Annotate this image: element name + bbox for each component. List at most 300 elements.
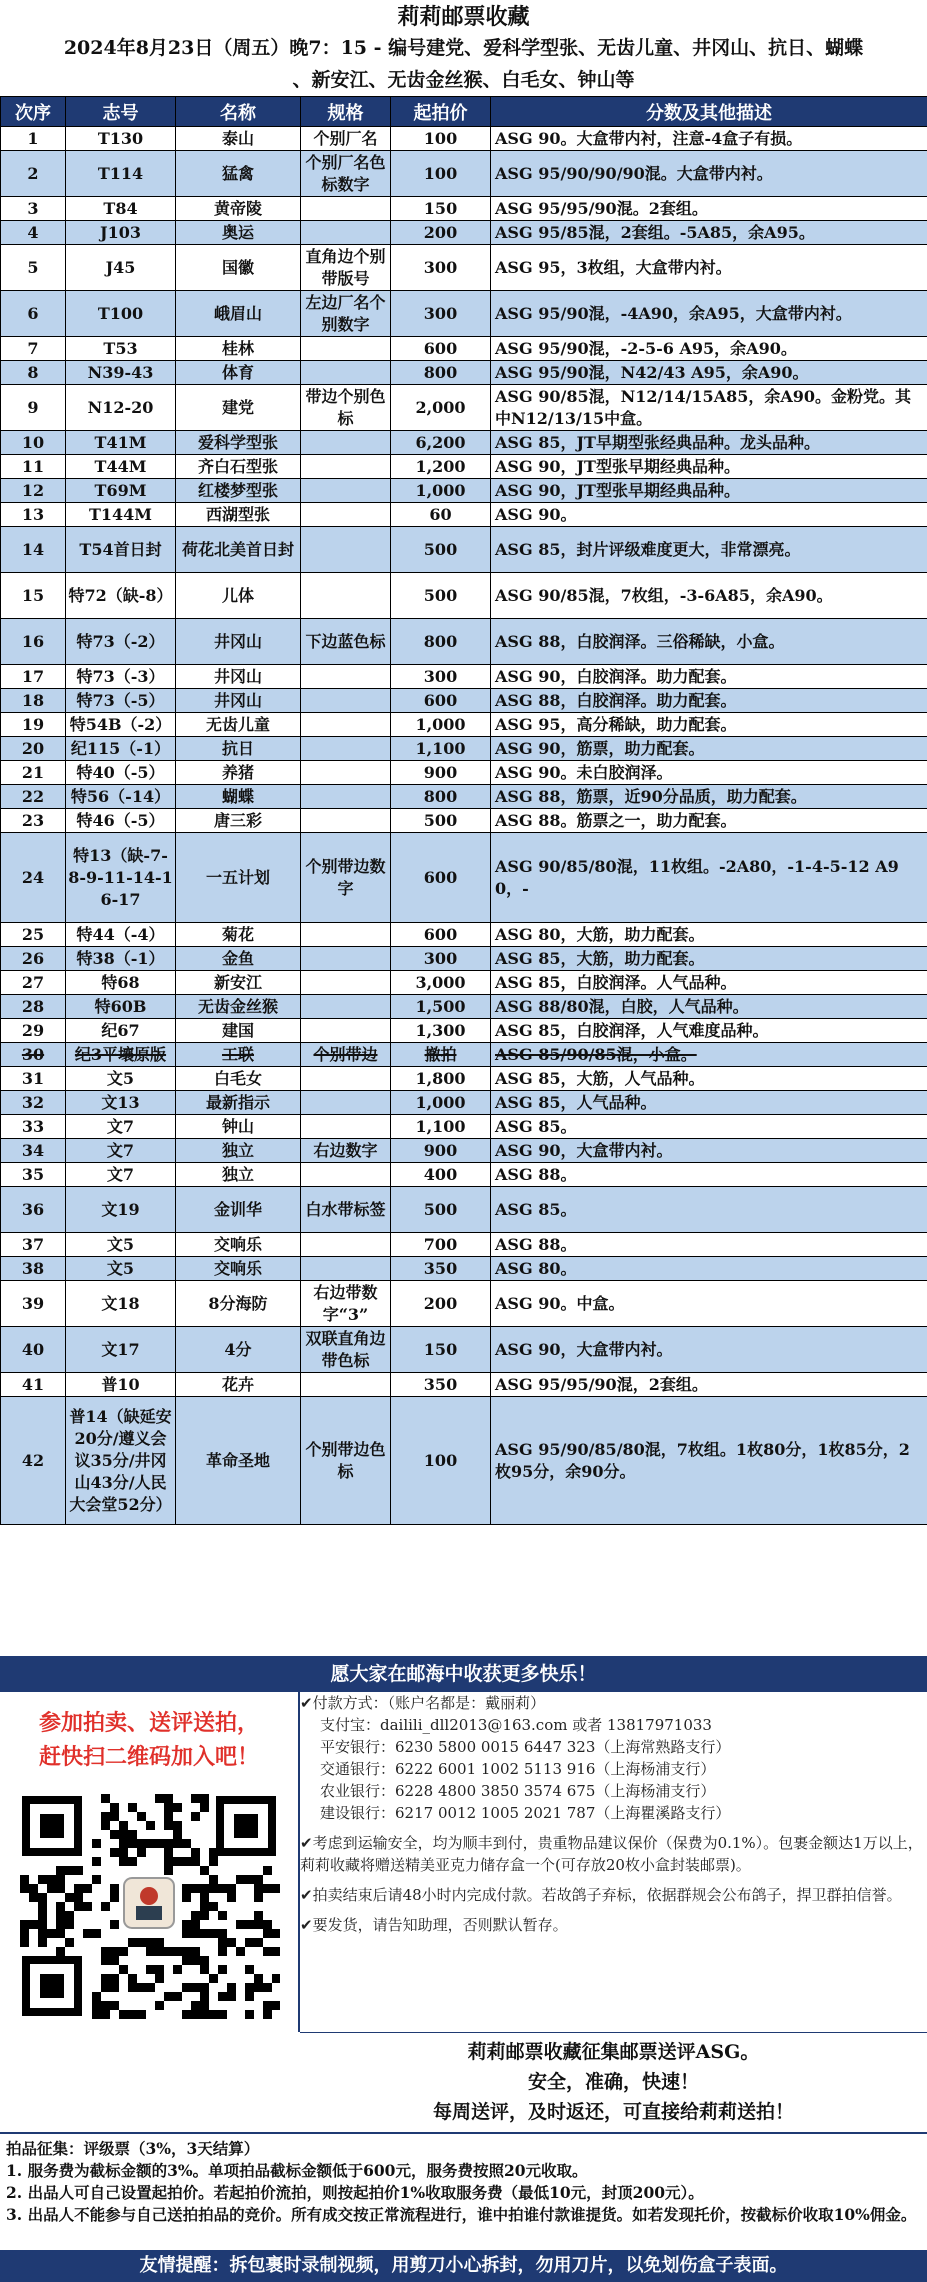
table-row bbox=[1, 245, 927, 291]
table-row bbox=[1, 503, 927, 527]
table-row bbox=[1, 479, 927, 503]
lot-description: ASG 95，3枚组，大盒带内衬。 bbox=[491, 245, 927, 291]
stamp-code: T41M bbox=[66, 431, 176, 455]
lot-number: 13 bbox=[1, 503, 66, 527]
stamp-spec bbox=[301, 971, 391, 995]
stamp-spec bbox=[301, 455, 391, 479]
lot-number: 42 bbox=[1, 1397, 66, 1525]
lot-description: ASG 88/80混，白胶，人气品种。 bbox=[491, 995, 927, 1019]
stamp-code: T44M bbox=[66, 455, 176, 479]
start-price: 200 bbox=[391, 1281, 491, 1327]
lot-number: 30 bbox=[1, 1043, 66, 1067]
stamp-name: 无齿儿童 bbox=[176, 713, 301, 737]
lot-description: ASG 85，人气品种。 bbox=[491, 1091, 927, 1115]
stamp-name: 国徽 bbox=[176, 245, 301, 291]
asg-line3: 每周送评，及时返还，可直接给莉莉送拍！ bbox=[432, 2101, 794, 2123]
table-row bbox=[1, 809, 927, 833]
table-row bbox=[1, 431, 927, 455]
start-price: 800 bbox=[391, 785, 491, 809]
stamp-code: 特13（缺-7-8-9-11-14-16-17 bbox=[66, 833, 176, 923]
stamp-spec bbox=[301, 1067, 391, 1091]
stamp-name: 革命圣地 bbox=[176, 1397, 301, 1525]
start-price: 200 bbox=[391, 221, 491, 245]
stamp-name: 体育 bbox=[176, 361, 301, 385]
lot-description: ASG 95/95/90混。2套组。 bbox=[491, 197, 927, 221]
stamp-name: 4分 bbox=[176, 1327, 301, 1373]
stamp-spec bbox=[301, 1163, 391, 1187]
stamp-spec bbox=[301, 479, 391, 503]
promo-line2: 赶快扫二维码加入吧！ bbox=[38, 1744, 259, 1770]
table-row bbox=[1, 455, 927, 479]
lot-number: 38 bbox=[1, 1257, 66, 1281]
lot-description: ASG 90，白胶润泽。助力配套。 bbox=[491, 665, 927, 689]
stamp-code: 文17 bbox=[66, 1327, 176, 1373]
lot-number: 16 bbox=[1, 619, 66, 665]
start-price: 600 bbox=[391, 337, 491, 361]
stamp-code: N12-20 bbox=[66, 385, 176, 431]
stamp-code: 纪115（-1） bbox=[66, 737, 176, 761]
lot-number: 2 bbox=[1, 151, 66, 197]
stamp-code: 文5 bbox=[66, 1233, 176, 1257]
stamp-spec bbox=[301, 573, 391, 619]
bank-jiaotong: 交通银行：6222 6001 1002 5113 916（上海杨浦支行） bbox=[320, 1760, 716, 1778]
stamp-spec: 左边厂名个别数字 bbox=[301, 291, 391, 337]
stamp-spec: 个别带边色标 bbox=[301, 1397, 391, 1525]
start-price: 500 bbox=[391, 573, 491, 619]
lot-number: 8 bbox=[1, 361, 66, 385]
stamp-code: 文7 bbox=[66, 1163, 176, 1187]
lot-description: ASG 85，JT早期型张经典品种。龙头品种。 bbox=[491, 431, 927, 455]
table-row bbox=[1, 1397, 927, 1525]
stamp-name: 猛禽 bbox=[176, 151, 301, 197]
lot-number: 39 bbox=[1, 1281, 66, 1327]
lot-number: 37 bbox=[1, 1233, 66, 1257]
stamp-spec bbox=[301, 361, 391, 385]
lot-description: ASG 85，白胶润泽，人气难度品种。 bbox=[491, 1019, 927, 1043]
lot-number: 6 bbox=[1, 291, 66, 337]
stamp-code: J103 bbox=[66, 221, 176, 245]
start-price: 1,000 bbox=[391, 1091, 491, 1115]
table-row bbox=[1, 713, 927, 737]
table-row bbox=[1, 1163, 927, 1187]
lot-description: ASG 90。未白胶润泽。 bbox=[491, 761, 927, 785]
lot-description: ASG 90/85混，7枚组，-3-6A85，余A90。 bbox=[491, 573, 927, 619]
stamp-name: 儿体 bbox=[176, 573, 301, 619]
lot-description: ASG 95/90/90/90混。大盒带内衬。 bbox=[491, 151, 927, 197]
start-price: 150 bbox=[391, 1327, 491, 1373]
table-row bbox=[1, 1187, 927, 1233]
lot-description: ASG 88，筋票，近90分品质，助力配套。 bbox=[491, 785, 927, 809]
start-price: 300 bbox=[391, 291, 491, 337]
stamp-code: 文7 bbox=[66, 1115, 176, 1139]
start-price: 1,500 bbox=[391, 995, 491, 1019]
start-price: 1,000 bbox=[391, 713, 491, 737]
lot-description: ASG 88，白胶润泽。三俗稀缺，小盒。 bbox=[491, 619, 927, 665]
stamp-spec bbox=[301, 761, 391, 785]
wish-banner: 愿大家在邮海中收获更多快乐！ bbox=[0, 1656, 927, 1692]
table-row bbox=[1, 1373, 927, 1397]
stamp-spec: 右边带数字“3” bbox=[301, 1281, 391, 1327]
footer-reminder: 友情提醒：拆包裹时录制视频，用剪刀小心拆封，勿用刀片，以免划伤盒子表面。 bbox=[0, 2250, 927, 2282]
lot-number: 32 bbox=[1, 1091, 66, 1115]
stamp-code: 特38（-1） bbox=[66, 947, 176, 971]
table-row bbox=[1, 337, 927, 361]
table-row bbox=[1, 197, 927, 221]
lot-number: 4 bbox=[1, 221, 66, 245]
table-row bbox=[1, 737, 927, 761]
table-row bbox=[1, 833, 927, 923]
lot-number: 9 bbox=[1, 385, 66, 431]
start-price: 100 bbox=[391, 151, 491, 197]
lot-description: ASG 90。 bbox=[491, 503, 927, 527]
start-price: 6,200 bbox=[391, 431, 491, 455]
lot-description: ASG 90/85/80混，11枚组。-2A80，-1-4-5-12 A90，- bbox=[491, 833, 927, 923]
stamp-code: 普14（缺延安20分/遵义会议35分/井冈山43分/人民大会堂52分） bbox=[66, 1397, 176, 1525]
stamp-code: T69M bbox=[66, 479, 176, 503]
asg-promo bbox=[300, 2032, 927, 2132]
stamp-spec bbox=[301, 337, 391, 361]
table-row bbox=[1, 1067, 927, 1091]
lot-number: 35 bbox=[1, 1163, 66, 1187]
stamp-code: T84 bbox=[66, 197, 176, 221]
start-price: 撤拍 bbox=[391, 1043, 491, 1067]
stamp-code: N39-43 bbox=[66, 361, 176, 385]
stamp-name: 西湖型张 bbox=[176, 503, 301, 527]
stamp-spec bbox=[301, 221, 391, 245]
start-price: 600 bbox=[391, 689, 491, 713]
lot-number: 36 bbox=[1, 1187, 66, 1233]
stamp-name: 花卉 bbox=[176, 1373, 301, 1397]
page-title: 莉莉邮票收藏 bbox=[397, 4, 530, 30]
lot-number: 15 bbox=[1, 573, 66, 619]
start-price: 500 bbox=[391, 527, 491, 573]
lot-number: 20 bbox=[1, 737, 66, 761]
start-price: 600 bbox=[391, 923, 491, 947]
stamp-spec: 白水带标签 bbox=[301, 1187, 391, 1233]
stamp-code: 特73（-5） bbox=[66, 689, 176, 713]
stamp-name: 蝴蝶 bbox=[176, 785, 301, 809]
lot-description: ASG 85。 bbox=[491, 1115, 927, 1139]
stamp-spec bbox=[301, 1019, 391, 1043]
lot-description: ASG 85。 bbox=[491, 1187, 927, 1233]
stamp-code: 文19 bbox=[66, 1187, 176, 1233]
lot-description: ASG 95，高分稀缺，助力配套。 bbox=[491, 713, 927, 737]
lot-number: 31 bbox=[1, 1067, 66, 1091]
table-row bbox=[1, 291, 927, 337]
start-price: 3,000 bbox=[391, 971, 491, 995]
lot-description: ASG 88。 bbox=[491, 1163, 927, 1187]
stamp-spec bbox=[301, 1373, 391, 1397]
lot-number: 27 bbox=[1, 971, 66, 995]
stamp-name: 桂林 bbox=[176, 337, 301, 361]
stamp-spec bbox=[301, 809, 391, 833]
start-price: 1,000 bbox=[391, 479, 491, 503]
table-row bbox=[1, 689, 927, 713]
table-row bbox=[1, 1019, 927, 1043]
stamp-code: 文5 bbox=[66, 1257, 176, 1281]
stamp-code: 纪3平壤原版 bbox=[66, 1043, 176, 1067]
lot-number: 24 bbox=[1, 833, 66, 923]
table-row bbox=[1, 995, 927, 1019]
stamp-name: 新安江 bbox=[176, 971, 301, 995]
stamp-name: 黄帝陵 bbox=[176, 197, 301, 221]
stamp-spec bbox=[301, 713, 391, 737]
start-price: 400 bbox=[391, 1163, 491, 1187]
stamp-spec: 直角边个别带版号 bbox=[301, 245, 391, 291]
bank-pingan: 平安银行：6230 5800 0015 6447 323（上海常熟路支行） bbox=[320, 1738, 731, 1756]
promo-panel bbox=[0, 1692, 300, 2032]
table-row bbox=[1, 527, 927, 573]
lot-description: ASG 90，大盒带内衬。 bbox=[491, 1327, 927, 1373]
table-row bbox=[1, 573, 927, 619]
table-row bbox=[1, 1043, 927, 1067]
stamp-spec bbox=[301, 995, 391, 1019]
stamp-code: 特60B bbox=[66, 995, 176, 1019]
start-price: 300 bbox=[391, 665, 491, 689]
lot-number: 21 bbox=[1, 761, 66, 785]
stamp-code: 特73（-2） bbox=[66, 619, 176, 665]
lot-number: 12 bbox=[1, 479, 66, 503]
start-price: 300 bbox=[391, 245, 491, 291]
lot-description: ASG 95/90/85/80混，7枚组。1枚80分，1枚85分，2枚95分，余90分。 bbox=[491, 1397, 927, 1525]
table-row bbox=[1, 761, 927, 785]
lot-description: ASG 80，大筋，助力配套。 bbox=[491, 923, 927, 947]
stamp-name: 最新指示 bbox=[176, 1091, 301, 1115]
payment-title: ✔付款方式：（账户名都是：戴丽莉） bbox=[300, 1694, 546, 1712]
stamp-code: T53 bbox=[66, 337, 176, 361]
lot-description: ASG 90，大盒带内衬。 bbox=[491, 1139, 927, 1163]
stamp-code: 普10 bbox=[66, 1373, 176, 1397]
stamp-name: 抗日 bbox=[176, 737, 301, 761]
stamp-name: 独立 bbox=[176, 1139, 301, 1163]
stamp-code: 文18 bbox=[66, 1281, 176, 1327]
stamp-code: 特46（-5） bbox=[66, 809, 176, 833]
stamp-name: 工联 bbox=[176, 1043, 301, 1067]
lot-number: 33 bbox=[1, 1115, 66, 1139]
payment-info bbox=[300, 1692, 927, 2032]
stamp-code: 特54B（-2） bbox=[66, 713, 176, 737]
lot-description: ASG 90。中盒。 bbox=[491, 1281, 927, 1327]
stamp-code: T114 bbox=[66, 151, 176, 197]
lot-table bbox=[0, 96, 927, 1525]
start-price: 800 bbox=[391, 361, 491, 385]
stamp-code: 文7 bbox=[66, 1139, 176, 1163]
stamp-spec bbox=[301, 785, 391, 809]
col-header-desc: 分数及其他描述 bbox=[491, 97, 927, 127]
start-price: 500 bbox=[391, 809, 491, 833]
lot-number: 40 bbox=[1, 1327, 66, 1373]
stamp-spec bbox=[301, 503, 391, 527]
start-price: 800 bbox=[391, 619, 491, 665]
lot-description: ASG 85/90/85混，小盒。 bbox=[491, 1043, 927, 1067]
table-row bbox=[1, 1139, 927, 1163]
lot-number: 19 bbox=[1, 713, 66, 737]
stamp-name: 钟山 bbox=[176, 1115, 301, 1139]
lot-number: 17 bbox=[1, 665, 66, 689]
table-row bbox=[1, 1115, 927, 1139]
lot-description: ASG 88。筋票之一，助力配套。 bbox=[491, 809, 927, 833]
stamp-code: 特73（-3） bbox=[66, 665, 176, 689]
lot-description: ASG 90，筋票，助力配套。 bbox=[491, 737, 927, 761]
stamp-name: 建国 bbox=[176, 1019, 301, 1043]
table-row bbox=[1, 1257, 927, 1281]
stamp-name: 交响乐 bbox=[176, 1257, 301, 1281]
stamp-name: 交响乐 bbox=[176, 1233, 301, 1257]
table-header-row bbox=[1, 97, 927, 127]
start-price: 700 bbox=[391, 1233, 491, 1257]
stamp-name: 井冈山 bbox=[176, 665, 301, 689]
promo-line1: 参加拍卖、送评送拍， bbox=[38, 1710, 259, 1736]
stamp-code: 特44（-4） bbox=[66, 923, 176, 947]
stamp-name: 金鱼 bbox=[176, 947, 301, 971]
rules-title: 拍品征集：评级票（3%，3天结算） bbox=[6, 2139, 260, 2158]
start-price: 1,100 bbox=[391, 737, 491, 761]
stamp-spec: 右边数字 bbox=[301, 1139, 391, 1163]
stamp-code: T144M bbox=[66, 503, 176, 527]
lot-description: ASG 90，JT型张早期经典品种。 bbox=[491, 479, 927, 503]
stamp-code: 特72（缺-8） bbox=[66, 573, 176, 619]
lot-number: 7 bbox=[1, 337, 66, 361]
stamp-spec bbox=[301, 527, 391, 573]
table-row bbox=[1, 221, 927, 245]
table-row bbox=[1, 1091, 927, 1115]
bank-jianshe: 建设银行：6217 0012 1005 2021 787（上海瞿溪路支行） bbox=[320, 1804, 731, 1822]
rule-3: 3. 出品人不能参与自己送拍拍品的竞价。所有成交按正常流程进行，谁中拍谁付款谁提货。如若发现托价，按截标价收取10%佣金。 bbox=[6, 2205, 917, 2224]
lot-description: ASG 95/85混，2套组。-5A85，余A95。 bbox=[491, 221, 927, 245]
bank-nongye: 农业银行：6228 4800 3850 3574 675（上海杨浦支行） bbox=[320, 1782, 716, 1800]
lot-number: 34 bbox=[1, 1139, 66, 1163]
stamp-spec: 个别带边数字 bbox=[301, 833, 391, 923]
table-row bbox=[1, 923, 927, 947]
start-price: 150 bbox=[391, 197, 491, 221]
start-price: 100 bbox=[391, 1397, 491, 1525]
stamp-name: 8分海防 bbox=[176, 1281, 301, 1327]
stamp-name: 峨眉山 bbox=[176, 291, 301, 337]
start-price: 2,000 bbox=[391, 385, 491, 431]
lot-number: 41 bbox=[1, 1373, 66, 1397]
table-row bbox=[1, 665, 927, 689]
start-price: 350 bbox=[391, 1373, 491, 1397]
auction-subtitle-line2: 、新安江、无齿金丝猴、白毛女、钟山等 bbox=[292, 69, 635, 91]
start-price: 100 bbox=[391, 127, 491, 151]
stamp-code: T100 bbox=[66, 291, 176, 337]
col-header-name: 名称 bbox=[176, 97, 301, 127]
start-price: 1,200 bbox=[391, 455, 491, 479]
table-row bbox=[1, 385, 927, 431]
page-header bbox=[0, 0, 927, 96]
lot-number: 28 bbox=[1, 995, 66, 1019]
lot-number: 11 bbox=[1, 455, 66, 479]
start-price: 1,100 bbox=[391, 1115, 491, 1139]
stamp-code: 文5 bbox=[66, 1067, 176, 1091]
lot-table-body bbox=[1, 127, 927, 1525]
lot-number: 25 bbox=[1, 923, 66, 947]
qr-code-icon[interactable] bbox=[18, 1792, 280, 2020]
lot-description: ASG 85，大筋，助力配套。 bbox=[491, 947, 927, 971]
stamp-name: 奥运 bbox=[176, 221, 301, 245]
lot-number: 26 bbox=[1, 947, 66, 971]
stamp-name: 泰山 bbox=[176, 127, 301, 151]
stamp-name: 井冈山 bbox=[176, 619, 301, 665]
col-header-price: 起拍价 bbox=[391, 97, 491, 127]
stamp-name: 养猪 bbox=[176, 761, 301, 785]
start-price: 900 bbox=[391, 1139, 491, 1163]
lot-description: ASG 90，JT型张早期经典品种。 bbox=[491, 455, 927, 479]
table-row bbox=[1, 947, 927, 971]
lot-number: 23 bbox=[1, 809, 66, 833]
start-price: 350 bbox=[391, 1257, 491, 1281]
lot-number: 14 bbox=[1, 527, 66, 573]
lot-description: ASG 90。大盒带内衬，注意-4盒子有损。 bbox=[491, 127, 927, 151]
lot-description: ASG 95/95/90混，2套组。 bbox=[491, 1373, 927, 1397]
alipay-line: 支付宝：dailili_dll2013@163.com 或者 13817971033 bbox=[320, 1716, 712, 1734]
stamp-name: 红楼梦型张 bbox=[176, 479, 301, 503]
stamp-spec bbox=[301, 737, 391, 761]
stamp-name: 爱科学型张 bbox=[176, 431, 301, 455]
lot-number: 22 bbox=[1, 785, 66, 809]
start-price: 60 bbox=[391, 503, 491, 527]
start-price: 1,300 bbox=[391, 1019, 491, 1043]
col-header-code: 志号 bbox=[66, 97, 176, 127]
stamp-spec bbox=[301, 1091, 391, 1115]
lot-description: ASG 88。 bbox=[491, 1233, 927, 1257]
table-row bbox=[1, 971, 927, 995]
stamp-code: 特68 bbox=[66, 971, 176, 995]
lot-description: ASG 95/90混，N42/43 A95，余A90。 bbox=[491, 361, 927, 385]
stamp-spec: 带边个别色标 bbox=[301, 385, 391, 431]
consignment-rules bbox=[0, 2132, 927, 2246]
lot-number: 29 bbox=[1, 1019, 66, 1043]
col-header-spec: 规格 bbox=[301, 97, 391, 127]
stamp-code: 特56（-14） bbox=[66, 785, 176, 809]
start-price: 900 bbox=[391, 761, 491, 785]
stamp-spec: 个别带边 bbox=[301, 1043, 391, 1067]
stamp-spec bbox=[301, 689, 391, 713]
stamp-code: 文13 bbox=[66, 1091, 176, 1115]
stamp-spec bbox=[301, 197, 391, 221]
lot-description: ASG 85，白胶润泽。人气品种。 bbox=[491, 971, 927, 995]
col-header-no: 次序 bbox=[1, 97, 66, 127]
lot-number: 3 bbox=[1, 197, 66, 221]
start-price: 1,800 bbox=[391, 1067, 491, 1091]
start-price: 600 bbox=[391, 833, 491, 923]
lot-number: 5 bbox=[1, 245, 66, 291]
table-row bbox=[1, 785, 927, 809]
start-price: 300 bbox=[391, 947, 491, 971]
auction-subtitle-line1: 2024年8月23日（周五）晚7：15 - 编号建党、爱科学型张、无齿儿童、井冈山、抗日、蝴蝶 bbox=[63, 37, 864, 59]
stamp-spec: 个别厂名色标数字 bbox=[301, 151, 391, 197]
stamp-name: 白毛女 bbox=[176, 1067, 301, 1091]
stamp-spec bbox=[301, 923, 391, 947]
stamp-spec bbox=[301, 1115, 391, 1139]
asg-line2: 安全，准确，快速！ bbox=[527, 2071, 699, 2093]
stamp-name: 一五计划 bbox=[176, 833, 301, 923]
stamp-spec: 个别厂名 bbox=[301, 127, 391, 151]
lot-description: ASG 90/85混，N12/14/15A85，余A90。金粉党。其中N12/13/15中盒。 bbox=[491, 385, 927, 431]
stamp-name: 无齿金丝猴 bbox=[176, 995, 301, 1019]
lot-number: 1 bbox=[1, 127, 66, 151]
lot-description: ASG 85，封片评级难度更大，非常漂亮。 bbox=[491, 527, 927, 573]
stamp-spec bbox=[301, 431, 391, 455]
stamp-spec bbox=[301, 1233, 391, 1257]
stamp-code: 特40（-5） bbox=[66, 761, 176, 785]
table-row bbox=[1, 619, 927, 665]
table-row bbox=[1, 1233, 927, 1257]
stamp-name: 建党 bbox=[176, 385, 301, 431]
stamp-spec bbox=[301, 665, 391, 689]
lot-number: 18 bbox=[1, 689, 66, 713]
stamp-name: 井冈山 bbox=[176, 689, 301, 713]
